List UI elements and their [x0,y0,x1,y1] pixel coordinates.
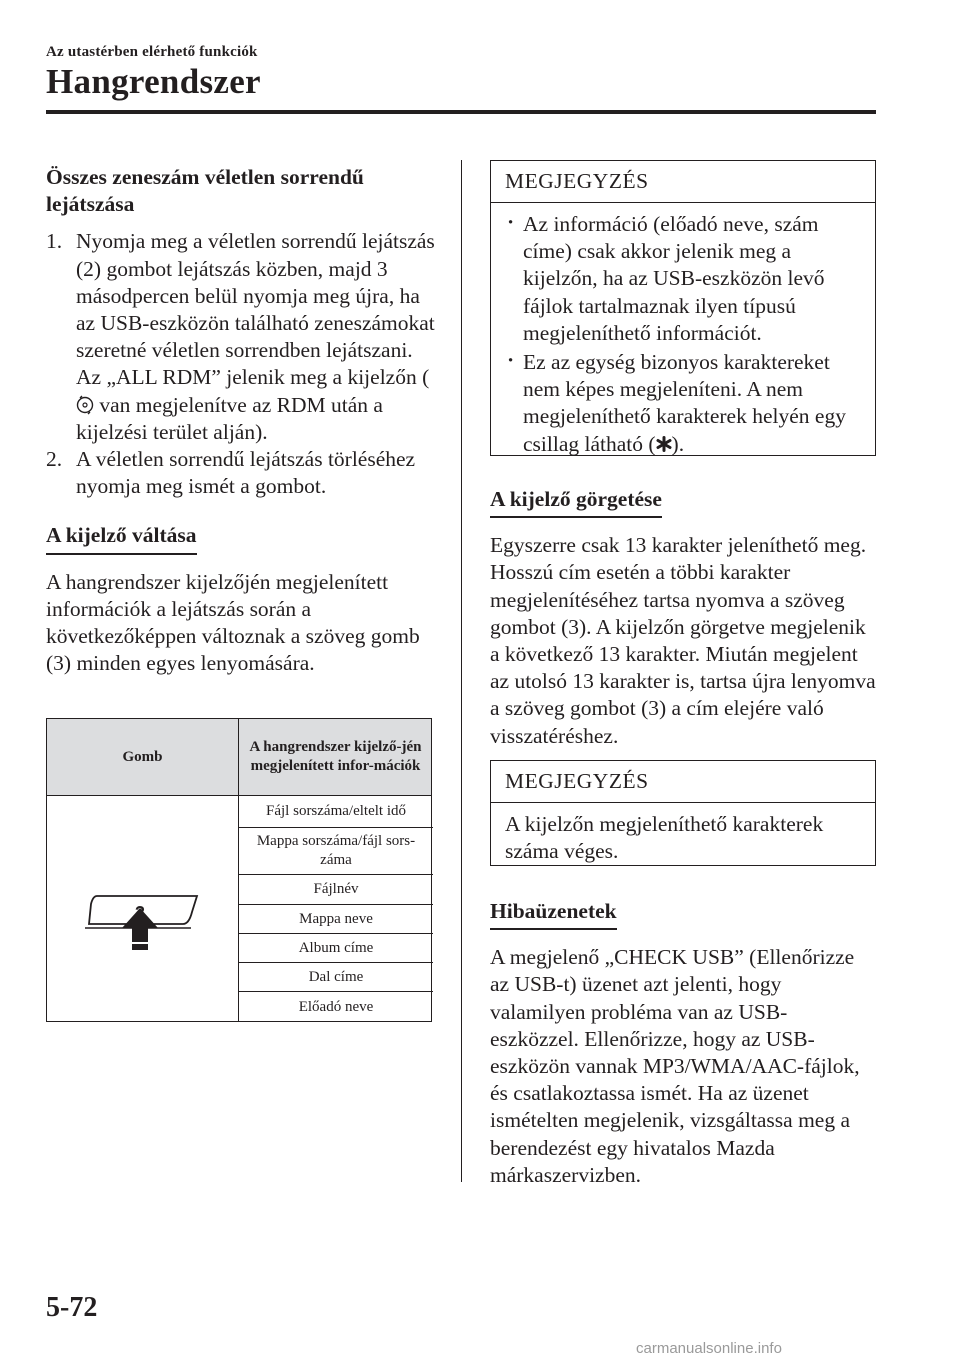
errors-section [490,898,876,1189]
column-divider [461,160,462,1182]
table-header-info: A hangrendszer kijelző-jén megjelenített infor-mációk [238,719,432,795]
header-rule [46,110,876,114]
note-bullet: · Ez az egység bizonyos karaktereket nem képes megjeleníteni. A nem megjeleníthető karakterek helyén egy csillag látható ( ). [505,349,863,458]
page-number: 5-72 [46,1292,98,1323]
step-2: 2. A véletlen sorrendű lejátszás törléséhez nyomja meg ismét a gombot. [46,447,416,499]
scroll-text: Egyszerre csak 13 karakter jeleníthető meg. Hosszú cím esetén a többi karakter megjelenítéséhez tartsa nyomva a szöveg gombot (3). A kijelzőn görgetve megjelenik a következő 13 karakter. Miután megjelent az utolsó 13 karakter is, tartsa újra lenyomva a szöveg gombot (3) a cím elejére való visszatéréshez. [490,533,876,748]
note-box-2 [490,760,876,866]
errors-text: A megjelenő „CHECK USB” (Ellenőrizze az USB-t) üzenet azt jelenti, hogy valamilyen probléma van az USB-eszközzel. Ellenőrizze, hogy az USB-eszközön vannak MP3/WMA/AAC-fájlok, és csatlakoztassa ismét. Ha az üzenet ismételten megjelenik, vizsgáltassa meg a berendezést egy hivatalos Mazda márkaszervizben. [490,945,860,1187]
step-1: 1. Nyomja meg a véletlen sorrendű lejátszás (2) gombot lejátszás közben, majd 3 másodpercen belül nyomja meg újra, ha az USB-eszközön található zeneszámokat szeretné véletlen sorrendben lejátszani. Az „ALL RDM” jelenik meg a kijelzőn ( van megjelenítve az RDM után a kijelzési terület alján). [46,229,435,444]
info-rows [238,796,433,1022]
press-arrow-icon [122,908,158,950]
scroll-section [490,486,876,750]
button-illustration [47,796,238,1022]
random-playback-heading: Összes zeneszám véletlen sorrendű lejátszása [46,165,364,217]
watermark: carmanualsonline.info [636,1340,782,1357]
note-body: A kijelzőn megjeleníthető karakterek száma véges. [505,812,824,864]
section-kicker: Az utastérben elérhető funkciók [46,44,258,60]
table-header-gomb: Gomb [122,748,163,765]
chapter-title: Hangrendszer [46,62,261,101]
table-row: Dal címe [239,963,433,992]
note-box-1 [490,160,876,456]
note-body [491,203,875,466]
table-row: Fájl sorszáma/eltelt idő [239,796,433,828]
errors-heading: Hibaüzenetek [490,898,617,930]
note-title: MEGJEGYZÉS [491,761,875,803]
table-header [47,719,431,796]
display-switch-text: A hangrendszer kijelzőjén megjelenített információk a lejátszás során a következőképpen változnak a szöveg gomb (3) minden egyes lenyomására. [46,569,420,676]
display-info-table [46,718,432,1022]
text-button-icon [47,796,238,1022]
table-row: Előadó neve [298,998,374,1015]
table-row: Mappa sorszáma/fájl sors-záma [239,828,433,875]
display-switch-heading: A kijelző váltása [46,522,197,554]
table-row: Mappa neve [239,905,433,934]
note-title: MEGJEGYZÉS [491,161,875,203]
scroll-heading: A kijelző görgetése [490,486,662,518]
table-row: Fájlnév [239,875,433,905]
random-disc-icon [76,395,94,415]
asterisk-icon [656,436,672,452]
random-playback-steps [46,228,438,500]
table-row: Album címe [239,934,433,963]
note-bullet: · Az információ (előadó neve, szám címe) csak akkor jelenik meg a kijelzőn, ha az USB-eszközön levő fájlok tartalmaznak ilyen típusú megjeleníthető információt. [505,211,863,347]
left-column [46,164,438,677]
